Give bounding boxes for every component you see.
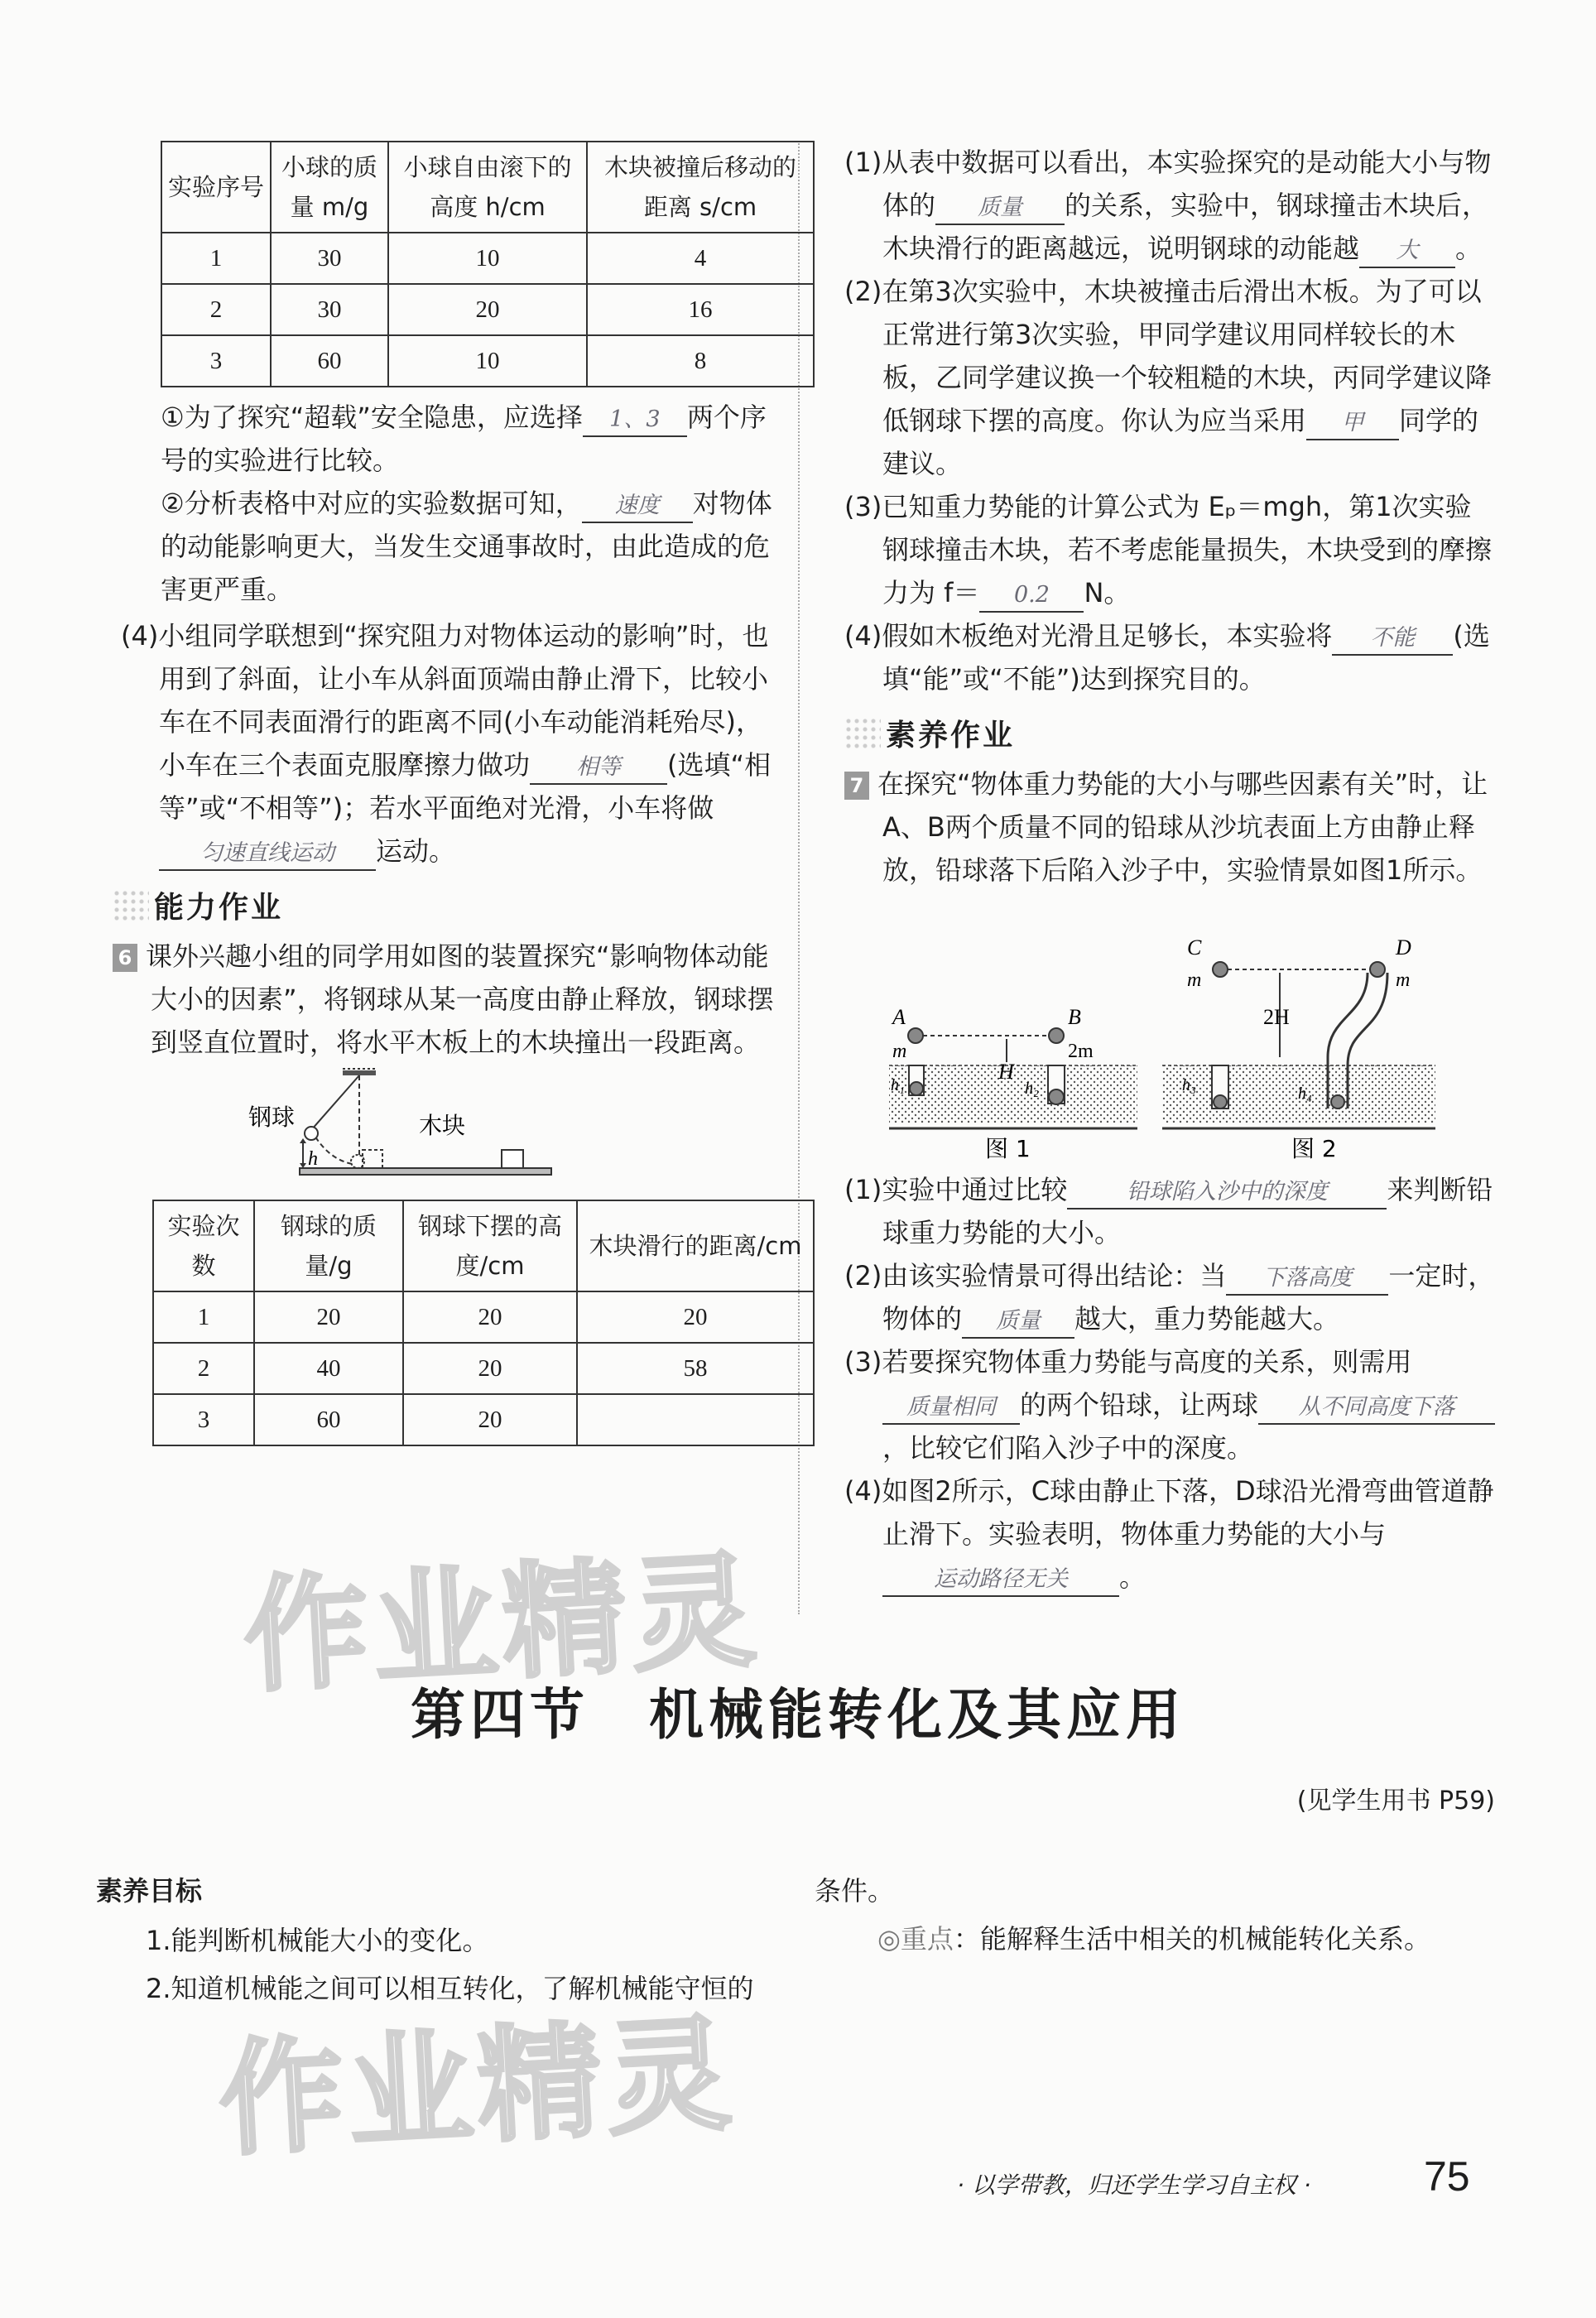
table-header-cell: 实验次数 [153,1200,254,1291]
table-cell: 30 [271,284,388,335]
ceiling-mount [343,1070,376,1075]
q6a3-text: (3)已知重力势能的计算公式为 Eₚ＝mgh，第1次实验钢球撞击木块，若不考虑能量损失，木块受到的摩擦力为 f＝ [844,491,1493,608]
section-dots-decoration [113,889,149,922]
q7a3-text-mid: 的两个铅球，让两球 [1020,1389,1259,1421]
q7a3-text: (3)若要探究物体重力势能与高度的关系，则需用 [844,1346,1412,1378]
q7a3-answer-2: 从不同高度下落 [1258,1392,1495,1425]
block-start-position [363,1150,382,1168]
table-header-cell: 钢球下摆的高度/cm [403,1200,577,1291]
q6a4-text: (4)假如木板绝对光滑且足够长，本实验将 [844,620,1333,652]
height-arrow-up [300,1138,306,1143]
q6a1-answer-2: 大 [1359,235,1455,268]
table-ball-experiment [161,141,815,387]
q7a2-answer-2: 质量 [962,1306,1074,1339]
q7-answer-3 [844,1340,1495,1469]
section-ability-header [113,884,775,926]
ball-c [1213,962,1228,977]
q6a1-text-mid: 的关系，实验中，钢球撞击木块后，木块滑行的距离越远，说明钢球的动能越 [882,190,1489,264]
watermark-lower: 作业精灵 [215,2002,739,2174]
table-cell: 20 [577,1291,814,1343]
page-number: 75 [1424,2153,1470,2200]
label-2h: 2H [1263,1005,1290,1029]
label-h3: h₃ [1182,1076,1196,1094]
q6a4-answer: 不能 [1332,623,1453,656]
table-row [161,284,814,335]
label-h1: h₁ [891,1076,905,1094]
q7a2-text: (2)由该实验情景可得出结论：当 [844,1260,1227,1291]
watermark-upper: 作业精灵 [240,1538,764,1710]
table-header-cell: 实验序号 [161,142,271,233]
table-header-cell: 小球的质量 m/g [271,142,388,233]
key-point-label: ◎重点 [877,1923,954,1955]
table-cell: 2 [153,1343,254,1394]
q7a1-text-end: 来判断铅球重力势能的大小。 [882,1174,1493,1248]
wooden-board [300,1168,551,1175]
q6-answer-2 [844,270,1495,485]
chapter-title: 第四节 机械能转化及其应用 [411,1683,1185,1747]
table-cell: 58 [577,1343,814,1394]
q7-answer-4 [844,1469,1495,1599]
ball-c-sunk [1214,1095,1227,1109]
q6-answer-1 [844,141,1495,270]
q4-text-end: 运动。 [376,835,456,867]
label-mc: m [1187,969,1202,991]
pendulum-figure [113,1064,775,1196]
label-b: B [1068,1005,1081,1029]
label-a: A [892,1005,906,1029]
table-cell [577,1394,814,1445]
table-header-cell: 钢球的质量/g [254,1200,403,1291]
table-cell: 60 [254,1394,403,1445]
section-literacy-title: 素养作业 [886,719,1016,753]
table-pendulum-experiment [152,1200,815,1446]
height-label: h [308,1148,318,1170]
table-row [161,335,814,387]
q6a2-text: (2)在第3次实验中，木块被撞击后滑出木板。为了可以正常进行第3次实验，甲同学建议用同样较长的木板，乙同学建议换一个较粗糙的木块，丙同学建议降低钢球下摆的高度。你认为应当采用 [844,276,1493,436]
q7a4-answer: 运动路径无关 [882,1564,1119,1597]
q6a4-text-end: (选填“能”或“不能”)达到探究目的。 [882,620,1490,695]
reference-note: (见学生用书 P59) [1296,1787,1495,1815]
label-md: m [1396,969,1411,991]
q6a1-text-end: 。 [1455,233,1483,264]
wood-block [502,1150,523,1168]
q7a1-answer: 铅球陷入沙中的深度 [1067,1176,1387,1209]
label-c: C [1187,935,1202,959]
q3-item1-text-end: 两个序号的实验进行比较。 [161,402,767,476]
table-cell: 10 [388,335,587,387]
table-cell: 20 [403,1291,577,1343]
q7a3-answer-1: 质量相同 [882,1392,1020,1425]
table-cell: 8 [587,335,814,387]
goals-left [96,1869,775,2010]
q4-paragraph [113,614,775,873]
q3-item1-text: ①为了探究“超载”安全隐患，应选择 [161,402,583,433]
q3-item2-text-end: 对物体的动能影响更大，当发生交通事故时，由此造成的危害更严重。 [161,488,772,605]
ball-b [1049,1028,1064,1043]
label-d: D [1396,935,1411,959]
table-cell: 30 [271,233,388,284]
q6-number-badge: 6 [113,944,137,972]
right-column [844,141,1495,1599]
ball-d-sunk [1331,1095,1344,1109]
q6a1-answer-1: 质量 [935,192,1065,225]
q7a2-answer-1: 下落高度 [1226,1262,1388,1296]
q7-paragraph [844,762,1495,892]
table-header-row [153,1200,814,1291]
sand-pit-figure [844,892,1495,1165]
q6a1-text: (1)从表中数据可以看出，本实验探究的是动能大小与物体的 [844,147,1492,221]
table-cell: 20 [388,284,587,335]
q4-answer-2: 匀速直线运动 [159,838,376,871]
label-h4: h₄ [1298,1084,1312,1103]
table-row [153,1394,814,1445]
q3-item2-answer: 速度 [582,490,693,523]
table-row [153,1343,814,1394]
q7-number-badge: 7 [844,772,869,800]
table-cell: 20 [254,1291,403,1343]
goals-right [815,1869,1493,1960]
q4-text-mid: (选填“相等”或“不相等”)；若水平面绝对光滑，小车将做 [159,749,772,824]
steel-ball [305,1127,318,1140]
goals-title: 素养目标 [96,1875,203,1907]
caption-fig-2: 图 2 [1291,1135,1337,1162]
figure-1 [889,1005,1137,1162]
q3-item1 [113,396,775,482]
section-dots-decoration [844,717,881,750]
q6-paragraph [113,935,775,1064]
table-row [161,233,814,284]
table-cell: 1 [161,233,271,284]
goal-item-2: 2.知道机械能之间可以相互转化，了解机械能守恒的 [146,1973,754,2004]
q7a2-text-end: 越大，重力势能越大。 [1074,1303,1340,1335]
table-cell: 3 [161,335,271,387]
q4-text: (4)小组同学联想到“探究阻力对物体运动的影响”时，也用到了斜面，让小车从斜面顶端由静止滑下，比较小车在不同表面滑行的距离不同(小车动能消耗殆尽)，小车在三个表面克服摩擦力做功 [121,620,769,781]
table-cell: 4 [587,233,814,284]
q6a3-text-end: N。 [1084,577,1131,608]
q6-answer-4 [844,614,1495,700]
table-header-cell: 小球自由滚下的高度 h/cm [388,142,587,233]
q3-item2 [113,482,775,611]
key-point-text: ：能解释生活中相关的机械能转化关系。 [953,1923,1430,1955]
q7a4-text-end: 。 [1119,1561,1147,1593]
footer-motto: · 以学带教，归还学生学习自主权 · [957,2171,1311,2199]
ball-a-sunk [910,1082,923,1095]
table-header-cell: 木块被撞后移动的距离 s/cm [587,142,814,233]
table-cell: 3 [153,1394,254,1445]
q7-text: 在探究“物体重力势能的大小与哪些因素有关”时，让A、B两个质量不同的铅球从沙坑表面上方由静止释放，铅球落下后陷入沙子中，实验情景如图1所示。 [877,768,1488,886]
caption-fig-1: 图 1 [985,1135,1031,1162]
table-header-cell: 木块滑行的距离/cm [577,1200,814,1291]
label-ma: m [892,1041,907,1062]
goal-item-2-continued: 条件。 [815,1875,895,1907]
table-cell: 60 [271,335,388,387]
label-mb: 2m [1068,1041,1094,1062]
q6a3-answer: 0.2 [979,580,1084,613]
section-ability-title: 能力作业 [154,891,284,925]
key-point [815,1917,1493,1960]
ball-b-sunk [1049,1089,1064,1104]
table-cell: 20 [403,1343,577,1394]
ball-d [1370,962,1385,977]
block-label: 木块 [419,1112,466,1139]
q7-answer-2 [844,1254,1495,1340]
table-cell: 2 [161,284,271,335]
q7a4-text: (4)如图2所示，C球由静止下落，D球沿光滑弯曲管道静止滑下。实验表明，物体重力势能的大小与 [844,1475,1494,1550]
table-header-row [161,142,814,233]
q7-answer-1 [844,1168,1495,1254]
q7a3-text-end: ，比较它们陷入沙子中的深度。 [882,1432,1254,1464]
section-literacy-header [844,712,1495,754]
label-h: H [998,1060,1014,1084]
q3-item1-answer: 1、3 [583,404,687,437]
q6a2-answer: 甲 [1306,407,1399,440]
q6a2-text-end: 同学的建议。 [882,405,1479,479]
ball-label: 钢球 [248,1104,296,1131]
q6-answer-3 [844,485,1495,614]
table-cell: 40 [254,1343,403,1394]
table-row [153,1291,814,1343]
goal-item-1: 1.能判断机械能大小的变化。 [146,1925,489,1956]
left-column [113,141,802,1446]
q6-text: 课外兴趣小组的同学用如图的装置探究“影响物体动能大小的因素”，将钢球从某一高度由静止释放，钢球摆到竖直位置时，将水平木板上的木块撞出一段距离。 [146,940,774,1058]
label-h2: h₂ [1025,1080,1039,1098]
table-cell: 20 [403,1394,577,1445]
q7a1-text: (1)实验中通过比较 [844,1174,1068,1205]
ball-a [908,1028,923,1043]
table-cell: 10 [388,233,587,284]
figure-2 [1162,935,1435,1162]
pendulum-string-start [311,1075,359,1130]
table-cell: 16 [587,284,814,335]
q7a2-text-mid: 一定时，物体的 [882,1260,1495,1335]
q4-answer-1: 相等 [530,752,667,785]
q3-item2-text: ②分析表格中对应的实验数据可知， [161,488,582,519]
table-cell: 1 [153,1291,254,1343]
